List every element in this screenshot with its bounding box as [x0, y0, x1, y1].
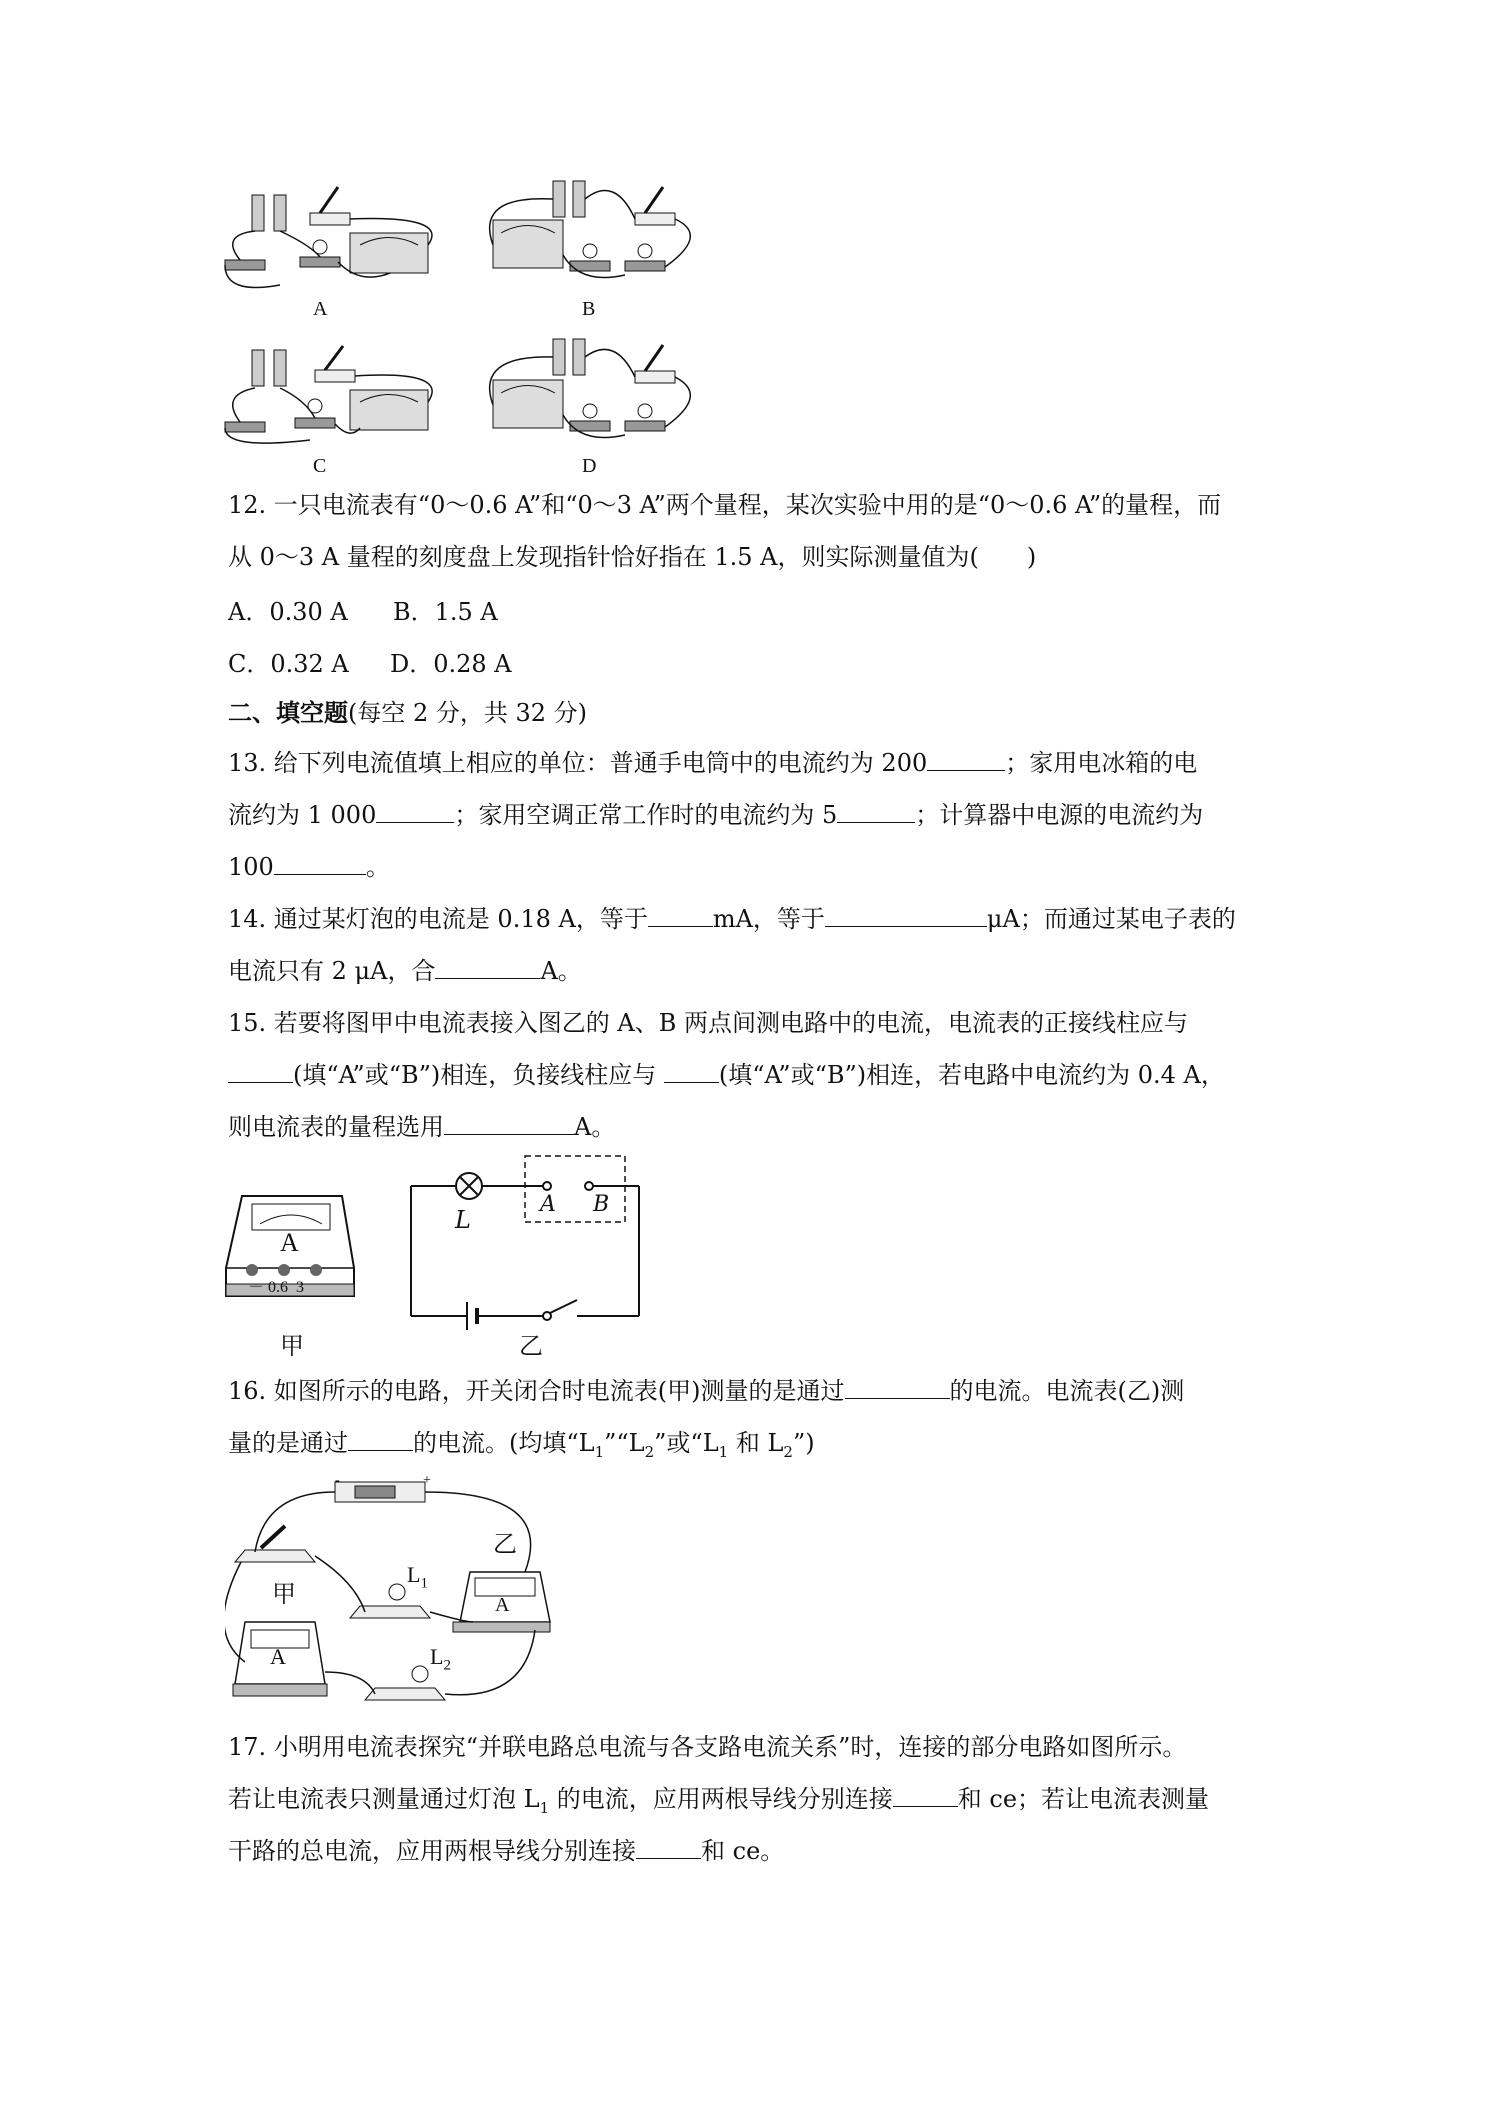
q12-line-1: 12. 一只电流表有“0～0.6 A”和“0～3 A”两个量程，某次实验中用的是“0～0.6 A”的量程，而 [228, 491, 1222, 519]
q14-text: A。 [540, 957, 582, 985]
q13-blank-2[interactable] [376, 798, 454, 823]
q14-text: mA，等于 [712, 905, 825, 933]
lamp-l1-label [407, 1562, 428, 1592]
circuit-diagram-a [220, 175, 450, 295]
svg-text:+: + [423, 1473, 431, 1488]
q12-option-d: D．0.28 A [390, 650, 512, 678]
q16-text: 量的是通过 [228, 1429, 348, 1457]
ammeter-jia-a: A [270, 1644, 286, 1669]
q16-text: 的电流。电流表(乙)测 [949, 1377, 1185, 1405]
caption-d: D [582, 455, 597, 477]
lamp-l1-text: L [407, 1562, 421, 1587]
q13-text: 。 [365, 853, 390, 881]
q16-text: ”“L [604, 1429, 645, 1457]
ammeter-jia-label: 甲 [272, 1580, 296, 1608]
q14-blank-3[interactable] [435, 954, 540, 979]
q14-text: 电流只有 2 μA，合 [228, 957, 436, 985]
q16-text: 和 L [728, 1429, 784, 1457]
q16-blank-1[interactable] [845, 1374, 950, 1399]
q16-text: 的电流。(均填“L [413, 1429, 595, 1457]
q17-text: 的电流，应用两根导线分别连接 [549, 1785, 893, 1813]
section-2-heading [228, 696, 1268, 730]
q13-blank-3[interactable] [837, 798, 915, 823]
q16-line-1 [228, 1374, 1268, 1408]
q16-circuit-figure [225, 1472, 585, 1712]
q12-option-a: A．0.30 A [228, 598, 348, 626]
ammeter-scale-label: － 0.6 3 [248, 1279, 305, 1296]
q15-line-3 [228, 1110, 1268, 1144]
q13-line-1 [228, 746, 1268, 780]
circuit-schematic [405, 1150, 645, 1330]
lamp-l2-text: L [430, 1644, 444, 1669]
figure-label-yi: 乙 [519, 1332, 543, 1360]
q14-text: 14. 通过某灯泡的电流是 0.18 A，等于 [228, 905, 648, 933]
q13-text: 100 [228, 853, 274, 881]
circuit-figure-b [485, 175, 715, 295]
q15-blank-2[interactable] [664, 1058, 719, 1083]
circuit-diagram-b [485, 175, 715, 295]
q16-text: 16. 如图所示的电路，开关闭合时电流表(甲)测量的是通过 [228, 1377, 845, 1405]
figure-label-jia: 甲 [280, 1332, 304, 1360]
q17-text: 和 ce。 [701, 1837, 785, 1865]
q13-blank-4[interactable] [274, 850, 366, 875]
q14-line-1 [228, 902, 1268, 936]
q13-text: ；家用电冰箱的电 [1005, 749, 1198, 777]
q14-line-2 [228, 954, 1268, 988]
q14-text: μA；而通过某电子表的 [986, 905, 1236, 933]
q17-line-3 [228, 1834, 1268, 1868]
caption-a: A [313, 298, 328, 320]
q16-sub: 2 [783, 1442, 793, 1461]
circuit-figure-yi [405, 1150, 645, 1330]
ammeter-label: A [280, 1228, 299, 1257]
q12-option-b: B．1.5 A [393, 598, 498, 626]
point-a-label: A [540, 1192, 556, 1217]
lamp-l1-sub: 1 [420, 1575, 428, 1592]
lamp-l2-label [430, 1644, 451, 1674]
circuit-figure-d [485, 335, 715, 450]
q15-blank-3[interactable] [444, 1110, 574, 1135]
q13-text: 流约为 1 000 [228, 801, 377, 829]
q17-line-1: 17. 小明用电流表探究“并联电路总电流与各支路电流关系”时，连接的部分电路如图所示。 [228, 1733, 1187, 1761]
circuit-figure-c [220, 340, 450, 450]
point-b-label: B [593, 1192, 610, 1217]
q16-sub: 2 [644, 1442, 655, 1461]
lamp-label: L [455, 1206, 471, 1234]
section-2-note: (每空 2 分，共 32 分) [348, 699, 588, 727]
q12-line-2: 从 0～3 A 量程的刻度盘上发现指针恰好指在 1.5 A，则实际测量值为( ) [228, 543, 1037, 571]
q12-option-c: C．0.32 A [228, 650, 349, 678]
q16-line-2 [228, 1426, 1268, 1469]
caption-c: C [313, 455, 327, 477]
ammeter-yi-a: A [495, 1594, 510, 1616]
q17-blank-2[interactable] [636, 1834, 701, 1859]
section-2-title: 二、填空题 [228, 698, 348, 727]
q17-text: 和 ce；若让电流表测量 [957, 1785, 1210, 1813]
caption-b: B [582, 298, 596, 320]
q15-text: 则电流表的量程选用 [228, 1113, 444, 1141]
ammeter-figure-jia [222, 1188, 362, 1308]
circuit-diagram-c [220, 340, 450, 450]
q17-line-2 [228, 1782, 1268, 1825]
q13-line-2 [228, 798, 1268, 832]
circuit-diagram-d [485, 335, 715, 450]
q15-text: A。 [574, 1113, 616, 1141]
circuit-figure-a [220, 175, 450, 295]
q16-blank-2[interactable] [348, 1426, 413, 1451]
lamp-l2-sub: 2 [443, 1657, 451, 1674]
q16-text: ”或“L [654, 1429, 719, 1457]
q14-blank-2[interactable] [825, 902, 987, 927]
q14-blank-1[interactable] [648, 902, 713, 927]
q15-line-2 [228, 1058, 1268, 1092]
q16-sub: 1 [594, 1442, 605, 1461]
q17-text: 干路的总电流，应用两根导线分别连接 [228, 1837, 636, 1865]
q13-text: 13. 给下列电流值填上相应的单位：普通手电筒中的电流约为 200 [228, 749, 928, 777]
q15-line-1: 15. 若要将图甲中电流表接入图乙的 A、B 两点间测电路中的电流，电流表的正接线柱应与 [228, 1009, 1189, 1037]
q13-blank-1[interactable] [927, 746, 1005, 771]
q16-sub: 1 [718, 1442, 729, 1461]
q16-text: ”) [792, 1429, 815, 1457]
q13-line-3 [228, 850, 1268, 884]
svg-text:-: - [335, 1473, 340, 1488]
q17-sub: 1 [539, 1798, 550, 1817]
q17-blank-1[interactable] [893, 1782, 958, 1807]
q13-text: ；计算器中电源的电流约为 [915, 801, 1204, 829]
q13-text: ；家用空调正常工作时的电流约为 5 [454, 801, 838, 829]
q15-blank-1[interactable] [228, 1058, 293, 1083]
q17-text: 若让电流表只测量通过灯泡 L [228, 1785, 540, 1813]
q15-text: (填“A”或“B”)相连，若电路中电流约为 0.4 A， [718, 1061, 1225, 1089]
ammeter-yi-label: 乙 [493, 1530, 517, 1558]
q15-text: (填“A”或“B”)相连，负接线柱应与 [293, 1061, 664, 1089]
